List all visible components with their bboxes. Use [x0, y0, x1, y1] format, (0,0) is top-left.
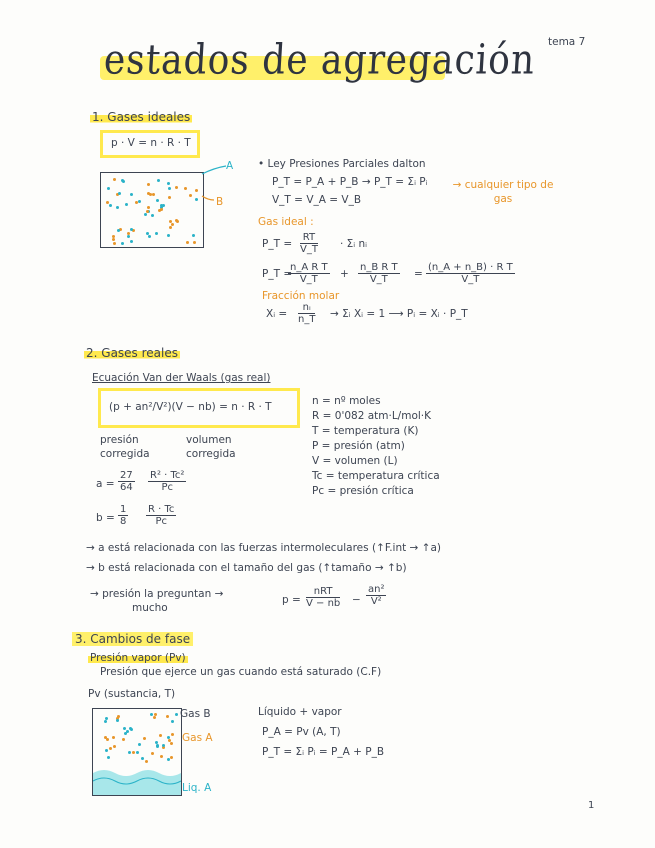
gas-particle	[106, 738, 109, 741]
gas-particle	[166, 715, 169, 718]
page-number: 1	[588, 800, 595, 811]
gas-particle	[167, 758, 170, 761]
sum-ni: · Σᵢ nᵢ	[340, 238, 368, 250]
equals-sign: =	[414, 268, 423, 280]
gas-particle	[171, 733, 174, 736]
gas-b-label: Gas B	[180, 708, 211, 720]
minus-sign: −	[352, 594, 361, 606]
arrow-a-note: → a está relacionada con las fuerzas intermoleculares (↑F.int → ↑a)	[86, 542, 442, 554]
gas-particle	[112, 238, 115, 241]
plus-sign: +	[340, 268, 349, 280]
gas-particle	[130, 193, 133, 196]
gas-particle	[195, 198, 198, 201]
gas-particle	[151, 214, 154, 217]
gas-particle	[147, 206, 150, 209]
gas-particle	[195, 189, 198, 192]
xi-lhs: Xᵢ =	[266, 308, 288, 320]
dalton-law: • Ley Presiones Parciales dalton	[258, 158, 426, 170]
b-frac2: $\frac{R \cdot Tc}{Pc}$	[148, 504, 175, 527]
b-lhs: b =	[96, 512, 115, 524]
legend-line: R = 0'082 atm·L/mol·K	[312, 410, 432, 422]
nrt-over-v-nb: nRT V − nb	[306, 586, 341, 609]
gas-particle	[148, 235, 151, 238]
gas-particle	[156, 745, 159, 748]
legend-line: Pc = presión crítica	[312, 485, 414, 497]
liq-a-label: Liq. A	[182, 782, 212, 794]
any-gas-note: → cualquier tipo de gas	[452, 179, 554, 205]
gas-particle	[119, 228, 122, 231]
ideal-gas-formula: p · V = n · R · T	[111, 137, 191, 149]
van-der-waals-box	[98, 388, 300, 428]
arrow-b-note: → b está relacionada con el tamaño del gas (↑tamaño → ↑b)	[86, 562, 407, 574]
rt-over-vt: $\frac{RT}{V\_T}$	[300, 232, 318, 255]
gas-particle	[125, 203, 128, 206]
sum-rt-over-vt: $\frac{\text{(n\_A + n\_B) · R T}}{V\_T}$	[428, 262, 513, 285]
dalton-eq1: P_T = P_A + P_B → P_T = Σᵢ Pᵢ	[272, 176, 428, 188]
pv-sustancia: Pv (sustancia, T)	[88, 688, 176, 700]
volumen-label: volumen	[186, 434, 232, 446]
presion-vapor-label: Presión vapor (Pv)	[90, 652, 186, 664]
mucho-note: mucho	[132, 602, 168, 614]
gas-a-label: Gas A	[182, 732, 213, 744]
gas-particle	[167, 234, 170, 237]
gas-particle	[116, 719, 119, 722]
gas-particle	[107, 187, 110, 190]
gas-particle	[144, 213, 147, 216]
legend-line: Tc = temperatura crítica	[312, 470, 440, 482]
gas-particle	[126, 730, 129, 733]
gas-particle	[141, 757, 144, 760]
gas-particle	[171, 223, 174, 226]
gas-particle	[159, 734, 162, 737]
gas-particle	[130, 240, 133, 243]
label-a: A	[226, 160, 234, 172]
legend-line: T = temperatura (K)	[312, 425, 419, 437]
gas-particle	[127, 232, 130, 235]
gas-particle	[157, 179, 160, 182]
gas-particle	[167, 182, 170, 185]
legend-line: P = presión (atm)	[312, 440, 405, 452]
p-lhs: p =	[282, 594, 301, 606]
gas-particle	[136, 751, 139, 754]
pa-equation: P_A = Pv (A, T)	[262, 726, 341, 738]
ideal-gas-formula-box	[100, 130, 200, 158]
gas-particle	[175, 713, 178, 716]
gas-particle	[186, 241, 189, 244]
gas-particle	[109, 204, 112, 207]
a-frac2: $\frac{\text{R² · Tc²}}{Pc}$	[150, 470, 185, 493]
gas-particle	[129, 727, 132, 730]
gas-particle	[147, 183, 150, 186]
gas-particle	[145, 760, 148, 763]
gas-particle	[132, 751, 135, 754]
vapor-equilibrium-diagram	[92, 708, 182, 796]
a-frac1: $\frac{27}{64}$	[120, 470, 133, 493]
gas-particle	[192, 234, 195, 237]
gas-particle	[121, 242, 124, 245]
gas-particle	[112, 736, 115, 739]
legend-line: V = volumen (L)	[312, 455, 398, 467]
gas-particle	[104, 720, 107, 723]
corregida-label-2: corregida	[186, 448, 236, 460]
liquid-vapor-label: Líquido + vapor	[258, 706, 342, 718]
b-frac1: $\frac{1}{8}$	[120, 504, 127, 527]
gas-particle	[160, 755, 163, 758]
gas-particle	[106, 201, 109, 204]
gas-particle	[184, 187, 187, 190]
preguntan-note: → presión la preguntan →	[90, 588, 224, 600]
gas-particle	[155, 232, 158, 235]
gas-particle	[116, 206, 119, 209]
gas-particle	[175, 186, 178, 189]
gas-particle	[146, 210, 149, 213]
gas-particle	[149, 193, 152, 196]
gas-particle	[138, 200, 141, 203]
variable-legend	[312, 394, 440, 499]
gas-particle	[128, 751, 131, 754]
fraccion-molar-label: Fracción molar	[262, 290, 340, 302]
gas-particle	[143, 737, 146, 740]
gas-particle	[107, 756, 110, 759]
gas-particle	[169, 226, 172, 229]
presion-vapor-definition: Presión que ejerce un gas cuando está saturado (C.F)	[100, 666, 382, 678]
van-der-waals-heading: Ecuación Van der Waals (gas real)	[92, 372, 271, 384]
label-b: B	[216, 196, 224, 208]
nb-rt-over-vt: $\frac{\text{n\_B R T}}{V\_T}$	[360, 262, 398, 285]
gas-particle	[171, 720, 174, 723]
na-rt-over-vt: $\frac{\text{n\_A R T}}{V\_T}$	[290, 262, 328, 285]
van-der-waals-formula: (p + an²/V²)(V − nb) = n · R · T	[109, 401, 272, 413]
xi-rhs: → Σᵢ Xᵢ = 1 ⟶ Pᵢ = Xᵢ · P_T	[330, 308, 468, 320]
gas-particle	[170, 742, 173, 745]
ni-over-nt: $\frac{\text{nᵢ}}{n\_T}$	[298, 302, 316, 325]
gas-particle	[193, 241, 196, 244]
tema-label: tema 7	[548, 36, 586, 48]
gas-particle	[151, 752, 154, 755]
an2-over-v2: $\frac{\text{an²}}{\text{V²}}$	[368, 584, 385, 607]
gas-particle	[152, 193, 155, 196]
a-lhs: a =	[96, 478, 115, 490]
gas-particle	[138, 743, 141, 746]
gas-particle	[118, 192, 121, 195]
pt-lhs: P_T =	[262, 238, 293, 250]
gas-particle	[127, 235, 130, 238]
gas-ideal-label: Gas ideal :	[258, 216, 314, 228]
gas-particle	[168, 196, 171, 199]
presion-label: presión	[100, 434, 139, 446]
gas-particle	[168, 187, 171, 190]
pt-equation: P_T = Σᵢ Pᵢ = P_A + P_B	[262, 746, 385, 758]
dalton-eq2: V_T = V_A = V_B	[272, 194, 362, 206]
gas-particle	[189, 194, 192, 197]
legend-line: n = nº moles	[312, 395, 381, 407]
gas-particle	[160, 208, 163, 211]
liquid-layer	[93, 765, 181, 795]
gas-particle	[117, 229, 120, 232]
section-1-heading: 1. Gases ideales	[92, 110, 191, 124]
section-3-heading: 3. Cambios de fase	[72, 632, 193, 646]
gas-particle	[154, 713, 157, 716]
gas-particle	[105, 749, 108, 752]
gas-particle	[113, 242, 116, 245]
corregida-label-1: corregida	[100, 448, 150, 460]
gas-particle	[153, 716, 156, 719]
section-2-heading: 2. Gases reales	[86, 346, 178, 360]
pt2-lhs: P_T =	[262, 268, 293, 280]
gas-particle	[105, 717, 108, 720]
gas-particle	[113, 745, 116, 748]
gas-mixture-diagram	[100, 172, 204, 248]
gas-particle	[170, 756, 173, 759]
gas-particle	[113, 178, 116, 181]
gas-particle	[156, 199, 159, 202]
page-title: estados de agregación	[102, 36, 537, 85]
gas-particle	[109, 747, 112, 750]
gas-particle	[122, 738, 125, 741]
